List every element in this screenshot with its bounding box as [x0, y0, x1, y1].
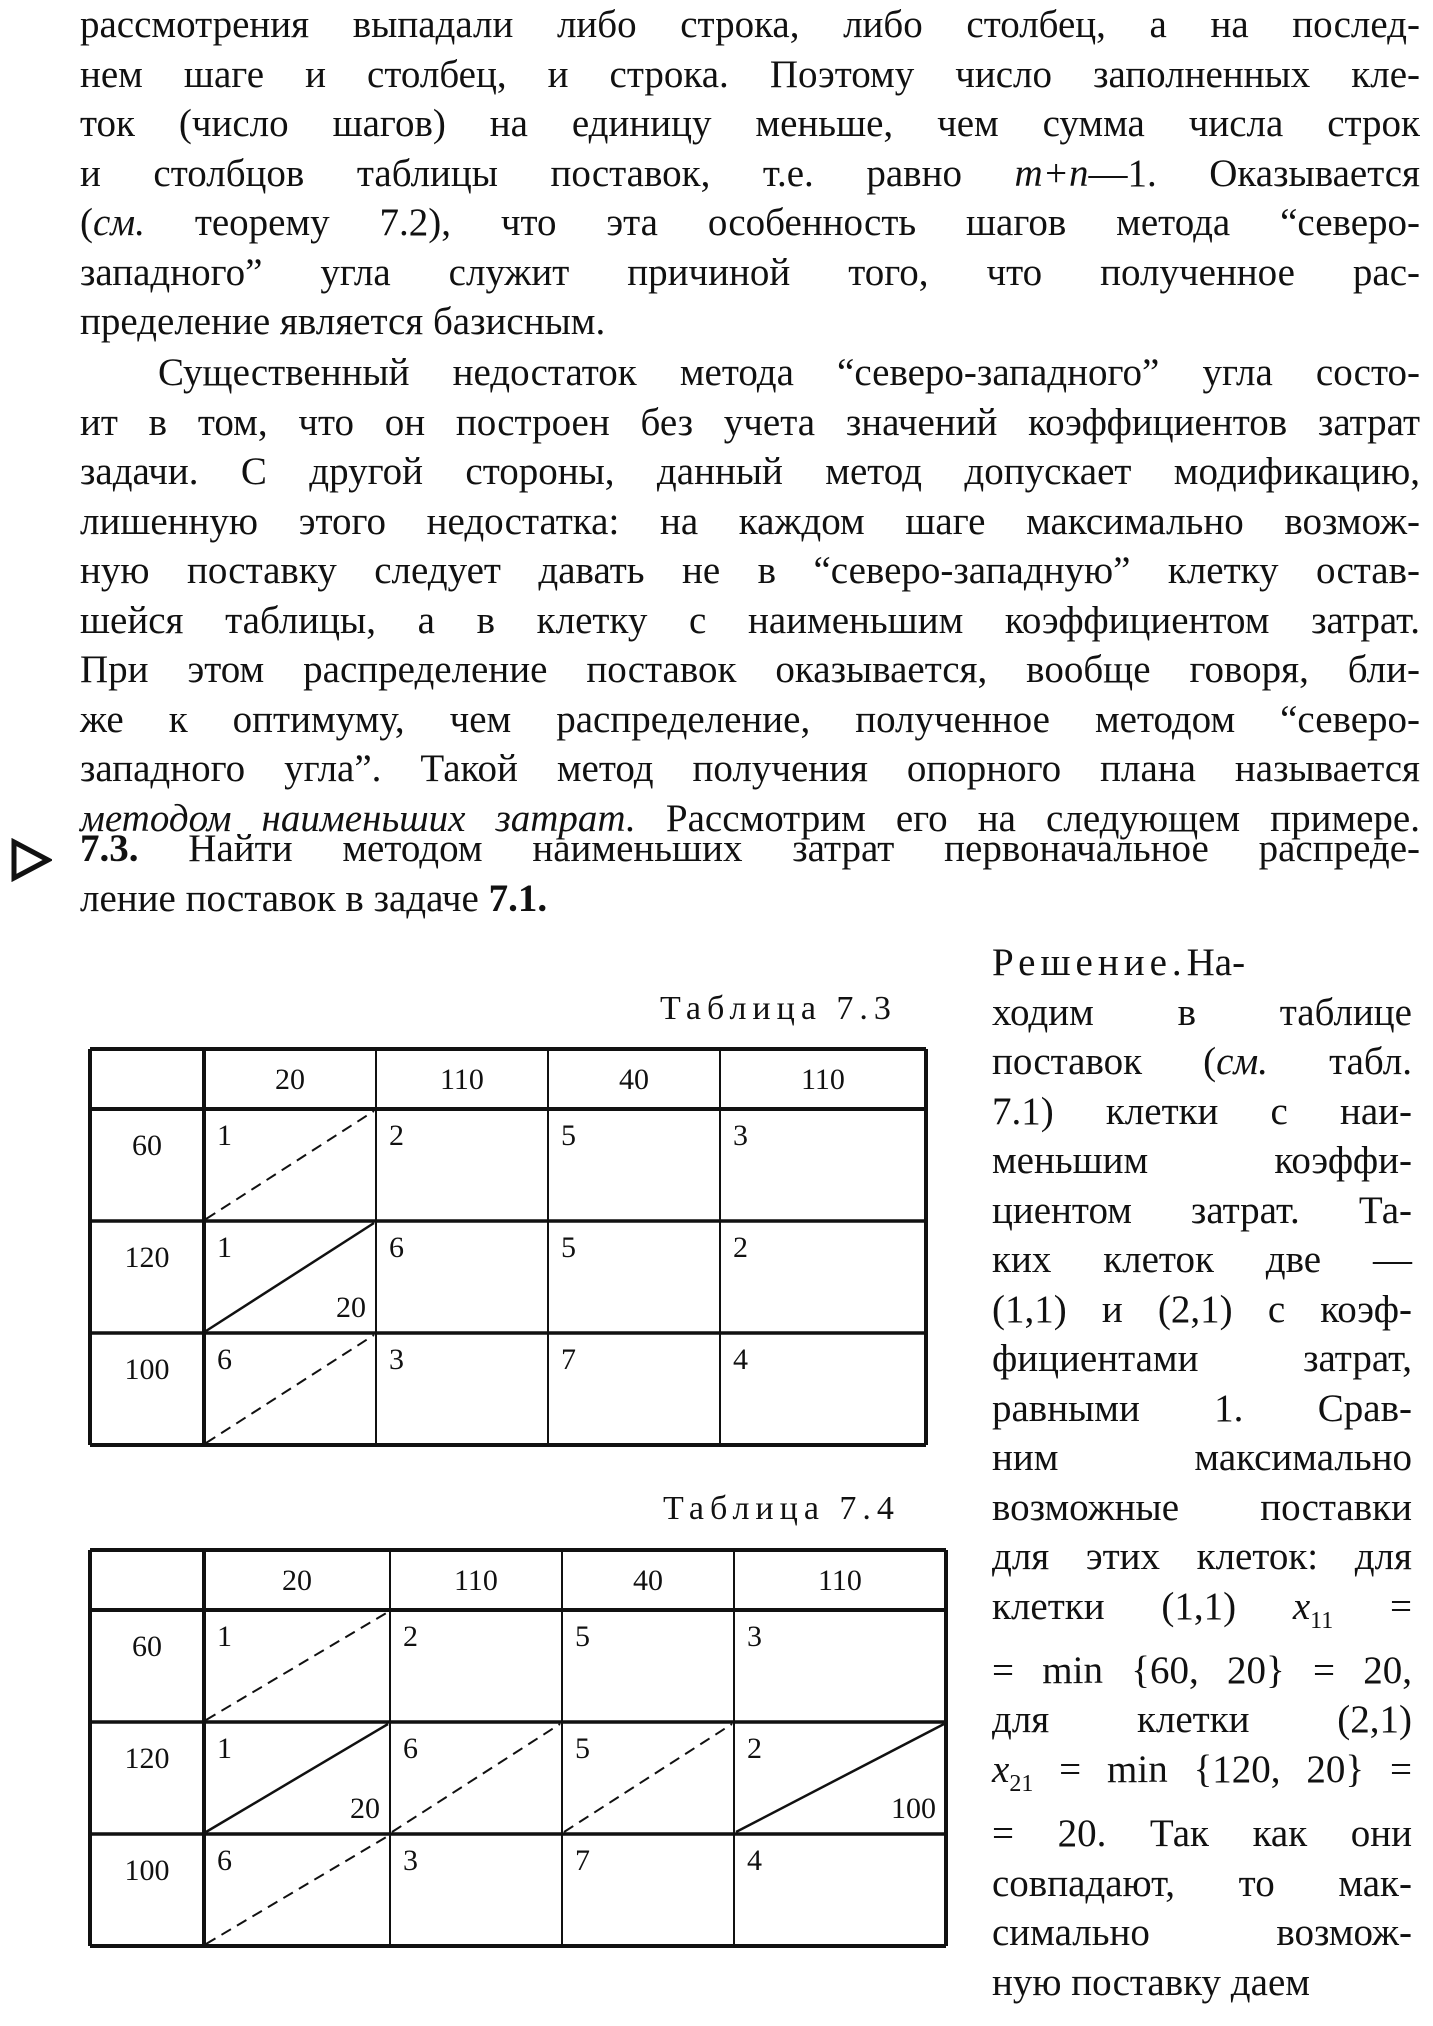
text-line: меньшим коэффи-	[992, 1139, 1412, 1182]
text-line: фициентами затрат,	[992, 1337, 1412, 1380]
text-line: циентом затрат. Та-	[992, 1188, 1412, 1232]
cost-value: 6	[217, 1844, 232, 1877]
text-line: При этом распределение поставок оказывается, вообще говоря, бли-	[80, 648, 1420, 691]
demand-value: 40	[633, 1564, 663, 1597]
demand-value: 20	[275, 1063, 305, 1096]
text-line: (см. теорему 7.2), что эта особенность шагов метода “северо-	[80, 201, 1420, 244]
text-line	[992, 938, 1412, 988]
text-line: = min {60, 20} = 20,	[992, 1648, 1412, 1692]
cost-value: 5	[575, 1732, 590, 1765]
supply-value: 60	[132, 1630, 162, 1663]
text-line: задачи. С другой стороны, данный метод допускает модификацию,	[80, 450, 1420, 493]
text-line: поставок (см. табл.	[992, 1040, 1412, 1083]
demand-value: 110	[801, 1063, 845, 1096]
text-line: лишенную этого недостатка: на каждом шаге максимально возмож-	[80, 499, 1420, 543]
flow-value: 20	[350, 1792, 380, 1825]
paragraph-northwest-corner-basis	[80, 0, 1420, 347]
text-line: совпадают, то мак-	[992, 1861, 1412, 1905]
supply-value: 60	[132, 1129, 162, 1162]
cost-value: 1	[217, 1620, 232, 1653]
cost-value: 3	[389, 1343, 404, 1376]
demand-value: 110	[818, 1564, 862, 1597]
flow-value: 20	[336, 1291, 366, 1324]
text-line: же к оптимуму, чем распределение, полученное методом “северо-	[80, 697, 1420, 741]
cost-value: 6	[403, 1732, 418, 1765]
cost-value: 3	[403, 1844, 418, 1877]
text-line: клетки (1,1) $x_{11}$ =	[992, 1584, 1412, 1634]
text-line: ток (число шагов) на единицу меньше, чем сумма числа строк	[80, 102, 1420, 145]
demand-value: 110	[454, 1564, 498, 1597]
cost-value: 2	[733, 1231, 748, 1264]
text-line: ит в том, что он построен без учета значений коэффициентов затрат	[80, 400, 1420, 444]
text-line: рассмотрения выпадали либо строка, либо столбец, а на послед-	[80, 3, 1420, 46]
demand-value: 20	[282, 1564, 312, 1597]
text-line: Существенный недостаток метода “северо-западного” угла состо-	[158, 351, 1420, 394]
text-line: шейся таблицы, а в клетку с наименьшим коэффициентом затрат.	[80, 598, 1420, 642]
text-line: для клетки (2,1)	[992, 1698, 1412, 1742]
problem-text-2: ление поставок в задаче	[80, 876, 489, 920]
text-line: пределение является базисным.	[80, 300, 606, 343]
cost-value: 3	[733, 1119, 748, 1152]
text-line: $x_{21} = \min \{120$, 20} =	[992, 1747, 1412, 1797]
cost-value: 5	[575, 1620, 590, 1653]
solution-column	[992, 938, 1412, 2007]
demand-value: 110	[440, 1063, 484, 1096]
table-7-3-caption: Таблица 7.3	[660, 990, 897, 1027]
table-7-4	[90, 1550, 946, 1946]
text-line: и столбцов таблицы поставок, т.е. равно m+n—1. Оказывается	[80, 151, 1420, 195]
text-line: западного” угла служит причиной того, что полученное рас-	[80, 250, 1420, 294]
cost-value: 5	[561, 1231, 576, 1264]
cost-value: 1	[217, 1231, 232, 1264]
cost-value: 1	[217, 1732, 232, 1765]
text-line: (1,1) и (2,1) с коэф-	[992, 1287, 1412, 1331]
text-line: ходим в таблице	[992, 990, 1412, 1034]
supply-value: 100	[124, 1353, 170, 1386]
cost-value: 2	[389, 1119, 404, 1152]
flow-value: 100	[891, 1792, 936, 1825]
cost-value: 1	[217, 1119, 232, 1152]
text-line: для этих клеток: для	[992, 1535, 1412, 1578]
text-line: 7.1) клетки с наи-	[992, 1089, 1412, 1133]
supply-value: 120	[124, 1241, 170, 1274]
text-line: = 20. Так как они	[992, 1812, 1412, 1856]
text-line: возможные поставки	[992, 1485, 1412, 1529]
text-line: западного угла”. Такой метод получения опорного плана называется	[80, 747, 1420, 790]
problem-ref: 7.1.	[488, 876, 548, 920]
cost-value: 4	[733, 1343, 748, 1376]
problem-number: 7.3.	[80, 827, 139, 870]
cost-value: 7	[575, 1844, 590, 1877]
supply-value: 100	[124, 1854, 170, 1887]
method-name: методом наименьших затрат.	[80, 796, 636, 840]
text-line: симально возмож-	[992, 1911, 1412, 1955]
text-fragment: На-	[1186, 941, 1246, 984]
cost-value: 3	[747, 1620, 762, 1653]
text-line: ную поставку даем	[992, 1960, 1310, 2004]
text-fragment: Рассмотрим его на следующем примере.	[635, 796, 1420, 840]
cost-value: 6	[217, 1343, 232, 1376]
demand-value: 40	[619, 1063, 649, 1096]
problem-text-1: Найти методом наименьших затрат первоначальное распреде-	[138, 827, 1420, 870]
cell-diagonal	[206, 1836, 388, 1944]
text-line: ним максимально	[992, 1436, 1412, 1479]
text-line: равными 1. Срав-	[992, 1386, 1412, 1430]
supply-value: 120	[124, 1742, 170, 1775]
problem-marker-icon	[8, 838, 52, 882]
table-grid	[90, 1049, 926, 1445]
cost-value: 6	[389, 1231, 404, 1264]
table-7-4-caption: Таблица 7.4	[663, 1490, 900, 1527]
text-line: ную поставку следует давать не в “северо-западную” клетку остав-	[80, 549, 1420, 592]
paragraph-least-cost-method	[80, 348, 1420, 843]
table-7-3	[90, 1049, 926, 1445]
cost-value: 5	[561, 1119, 576, 1152]
cost-value: 2	[747, 1732, 762, 1765]
cell-diagonal	[206, 1612, 388, 1720]
cost-value: 7	[561, 1343, 576, 1376]
solution-heading: Решение.	[992, 941, 1187, 984]
problem-statement	[80, 824, 1420, 923]
cost-value: 2	[403, 1620, 418, 1653]
text-line: нем шаге и столбец, и строка. Поэтому число заполненных кле-	[80, 52, 1420, 96]
cost-value: 4	[747, 1844, 762, 1877]
text-line: ких клеток две —	[992, 1238, 1412, 1281]
